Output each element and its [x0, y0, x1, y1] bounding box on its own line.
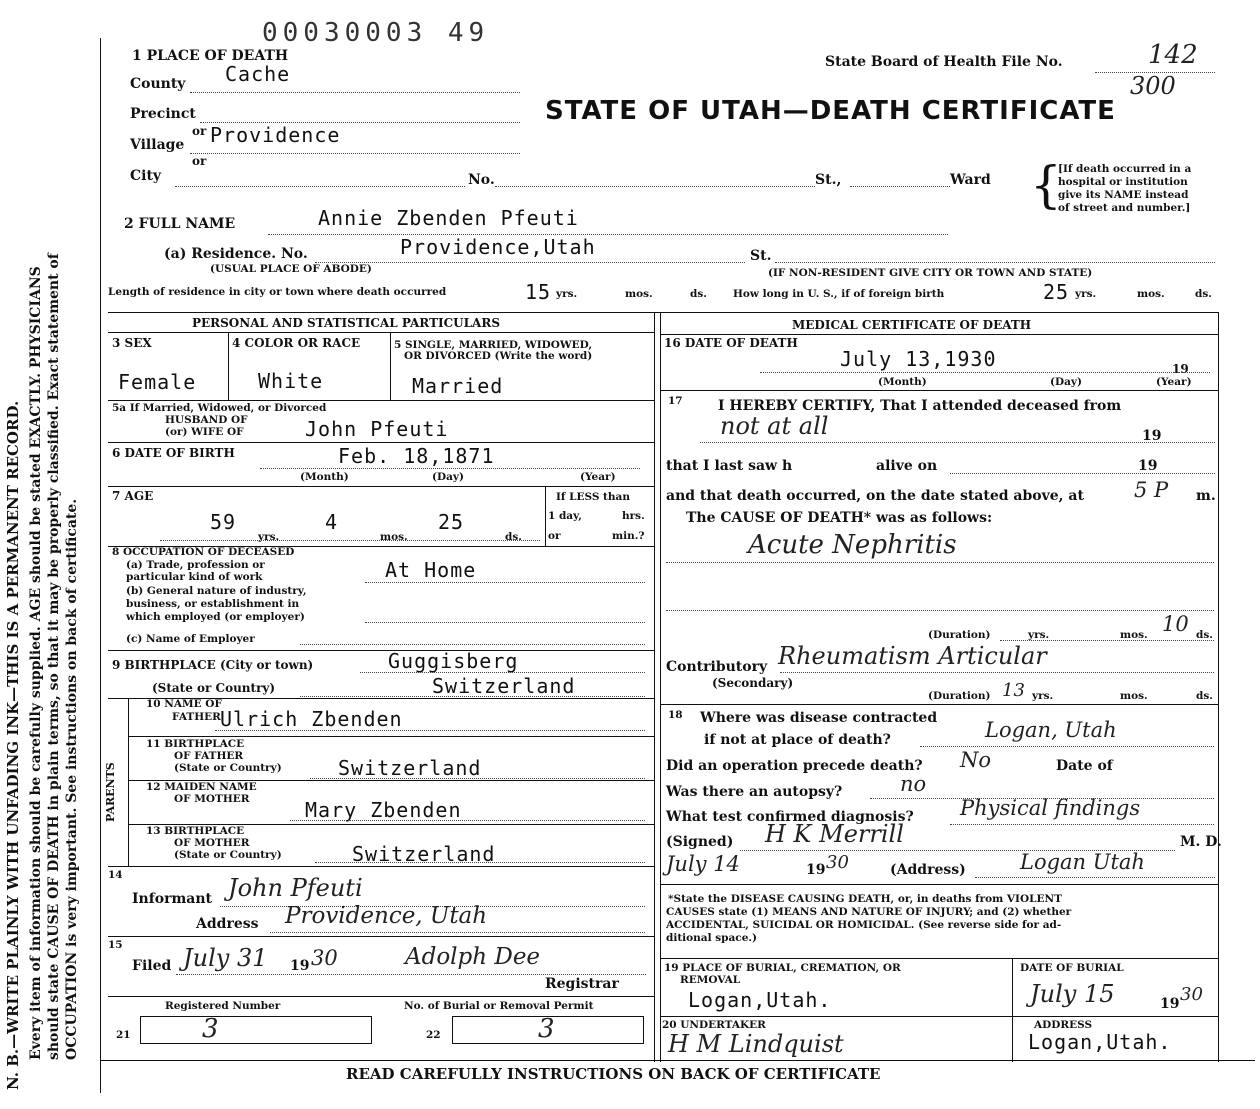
duration-2-label: (Duration) [928, 690, 991, 702]
last-saw-19: 19 [1138, 458, 1158, 474]
undertaker-value: H M Lindquist [668, 1030, 844, 1058]
dod-year-label: (Year) [1156, 376, 1192, 388]
city-label: City [130, 168, 162, 184]
num-22: 22 [426, 1029, 441, 1041]
occupation-value: At Home [385, 558, 477, 582]
permit-label: No. of Burial or Removal Permit [404, 1000, 594, 1012]
min-label: min.? [612, 530, 645, 542]
burial-place-value: Logan,Utah. [688, 988, 832, 1012]
contributory-label: Contributory [666, 659, 768, 675]
hospital-note-3: give its NAME instead [1058, 189, 1189, 201]
marital-label-2: OR DIVORCED (Write the word) [404, 350, 593, 362]
time-m: m. [1196, 488, 1216, 504]
signed-value: H K Merrill [765, 820, 904, 848]
length-yrs: 15 [525, 280, 552, 304]
brace-icon: { [1030, 156, 1062, 214]
note-line-1: *State the DISEASE CAUSING DEATH, or, in deaths from VIOLENT [668, 893, 1062, 905]
mbirth-label-3: (State or Country) [174, 849, 282, 861]
contributory-value: Rheumatism Articular [778, 642, 1047, 670]
abode-note: (USUAL PLACE OF ABODE) [210, 263, 372, 275]
mother-value: Mary Zbenden [305, 798, 462, 822]
state-country-label: (State or Country) [152, 681, 276, 695]
father-value: Ulrich Zbenden [220, 707, 403, 731]
num-15: 15 [108, 939, 123, 951]
certify-text: I HEREBY CERTIFY, That I attended deceased from [718, 398, 1122, 414]
side-note-1: N. B.—WRITE PLAINLY WITH UNFADING INK—THIS IS A PERMANENT RECORD. [4, 400, 22, 1090]
reg-no-label: Registered Number [165, 1000, 281, 1012]
age-label: 7 AGE [112, 489, 154, 503]
filed-label: Filed [132, 958, 172, 974]
cause-label: The CAUSE OF DEATH* was as follows: [686, 510, 993, 526]
fbirth-label-2: OF FATHER [174, 750, 244, 762]
us-label: How long in U. S., if of foreign birth [733, 288, 945, 300]
md-label: M. D. [1180, 834, 1222, 850]
und-address-label: ADDRESS [1034, 1019, 1093, 1031]
note-line-3: ACCIDENTAL, SUICIDAL OR HOMICIDAL. (See reverse side for ad- [666, 919, 1062, 931]
occ-b-2: business, or establishment in [126, 598, 300, 610]
father-label-1: 10 NAME OF [146, 698, 222, 710]
dob-day-label: (Day) [432, 471, 464, 483]
dob-label: 6 DATE OF BIRTH [112, 446, 235, 460]
test-label: What test confirmed diagnosis? [666, 809, 914, 825]
duration-1-yrs: yrs. [1028, 629, 1050, 641]
occ-a-2: particular kind of work [126, 571, 263, 583]
duration-1-mos-value: 10 [1162, 612, 1189, 636]
burial-place-label-2: REMOVAL [680, 974, 741, 986]
sex-label: 3 SEX [112, 336, 152, 350]
undertaker-label: 20 UNDERTAKER [662, 1019, 766, 1031]
burial-19: 19 [1160, 996, 1180, 1012]
table-top [108, 312, 1218, 313]
parents-label: PARENTS [104, 762, 117, 822]
address-value: Providence, Utah [285, 903, 488, 929]
test-value: Physical findings [960, 796, 1141, 820]
registrar-signature: Adolph Dee [405, 944, 541, 970]
dob-value: Feb. 18,1871 [338, 444, 495, 468]
burial-date-label: DATE OF BURIAL [1020, 962, 1124, 974]
med-address-value: Logan Utah [1020, 850, 1145, 874]
filed-value: July 31 [183, 944, 268, 972]
duration-2-yrs: yrs. [1032, 690, 1054, 702]
mbirth-label-2: OF MOTHER [174, 837, 250, 849]
duration-1-label: (Duration) [928, 629, 991, 641]
signed-label: (Signed) [666, 834, 734, 850]
file-no-2: 300 [1130, 72, 1176, 100]
spouse-label-1: 5a If Married, Widowed, or Divorced [112, 402, 327, 414]
occ-label: 8 OCCUPATION OF DECEASED [112, 546, 295, 558]
file-label: State Board of Health File No. [825, 54, 1063, 70]
mbirth-label-1: 13 BIRTHPLACE [146, 825, 245, 837]
county-value: Cache [225, 62, 291, 86]
attended-to-19: 19 [1142, 428, 1162, 444]
one-day-label: 1 day, [548, 510, 582, 522]
nonres-note: (IF NON-RESIDENT GIVE CITY OR TOWN AND STATE) [768, 267, 1093, 279]
burial-date-value: July 15 [1030, 980, 1115, 1008]
spouse-label-2: HUSBAND OF [165, 414, 248, 426]
dod-label: 16 DATE OF DEATH [664, 336, 798, 350]
reg-no-value: 3 [202, 1014, 219, 1044]
note-line-2: CAUSES state (1) MEANS AND NATURE OF INJURY; and (2) whether [666, 906, 1072, 918]
center-divider [654, 312, 655, 1062]
sig-19: 19 [806, 862, 826, 878]
birthplace-country: Switzerland [432, 674, 576, 698]
village-value: Providence [210, 123, 341, 147]
duration-2-ds: ds. [1196, 690, 1213, 702]
death-occurred-label: and that death occurred, on the date stated above, at [666, 488, 1084, 504]
filed-year: 30 [311, 946, 338, 970]
mbirth-value: Switzerland [352, 842, 496, 866]
und-address-value: Logan,Utah. [1028, 1030, 1172, 1054]
footer-instructions: READ CAREFULLY INSTRUCTIONS ON BACK OF CERTIFICATE [346, 1065, 881, 1083]
dod-value: July 13,1930 [840, 347, 997, 371]
duration-1-ds: ds. [1196, 629, 1213, 641]
full-name-value: Annie Zbenden Pfeuti [318, 206, 579, 230]
alive-on-label: alive on [876, 458, 938, 474]
age-ds-unit: ds. [505, 531, 522, 543]
file-no-1: 142 [1148, 40, 1198, 70]
dod-19: 19 [1172, 362, 1189, 376]
hospital-note-2: hospital or institution [1058, 176, 1188, 188]
burial-year: 30 [1180, 984, 1203, 1005]
occ-b-1: (b) General nature of industry, [126, 585, 307, 597]
full-name-label: 2 FULL NAME [124, 216, 236, 232]
residence-st-label: St. [750, 248, 772, 264]
registrar-label: Registrar [545, 976, 619, 992]
duration-2-yrs-value: 13 [1002, 680, 1025, 701]
age-yrs: 59 [210, 510, 237, 534]
st-label: St., [815, 172, 842, 188]
autopsy-label: Was there an autopsy? [666, 784, 843, 800]
side-note-2: Every item of information should be carefully supplied. AGE should be stated EXACTLY. PHYSICIANS [28, 266, 44, 1060]
dod-day-label: (Day) [1050, 376, 1082, 388]
contracted-value: Logan, Utah [985, 718, 1117, 742]
dob-year-label: (Year) [580, 471, 616, 483]
father-label-2: FATHER [172, 711, 221, 723]
color-label: 4 COLOR OR RACE [232, 336, 361, 350]
fbirth-value: Switzerland [338, 756, 482, 780]
permit-value: 3 [538, 1014, 555, 1044]
num-17: 17 [668, 395, 683, 407]
spouse-label-3: (or) WIFE OF [165, 426, 244, 438]
village-label: Village [130, 137, 185, 153]
length-ds-unit: ds. [690, 288, 707, 300]
attended-value: not at all [720, 412, 829, 440]
birthplace-label: 9 BIRTHPLACE (City or town) [112, 658, 314, 672]
medical-section-title: MEDICAL CERTIFICATE OF DEATH [792, 318, 1032, 332]
hospital-note-4: of street and number.] [1058, 202, 1191, 214]
filed-19: 19 [290, 958, 310, 974]
page-title: STATE OF UTAH—DEATH CERTIFICATE [545, 96, 1116, 126]
stamp-number: 00030003 49 [262, 18, 490, 48]
residence-label: (a) Residence. No. [164, 246, 308, 262]
side-note-3: should state CAUSE OF DEATH in plain terms, so that it may be properly classified. Exact statement of [46, 253, 62, 1060]
or-label-2: or [192, 154, 207, 168]
fbirth-label-1: 11 BIRTHPLACE [146, 738, 245, 750]
us-ds-unit: ds. [1195, 288, 1212, 300]
dod-month-label: (Month) [878, 376, 927, 388]
operation-date-label: Date of [1056, 758, 1113, 774]
frame-right [1218, 312, 1219, 1062]
length-mos-unit: mos. [625, 288, 653, 300]
place-of-death-label: 1 PLACE OF DEATH [132, 48, 289, 64]
county-label: County [130, 76, 186, 92]
age-yrs-unit: yrs. [258, 531, 280, 543]
mother-label-2: OF MOTHER [174, 793, 250, 805]
frame-bottom [100, 1060, 1255, 1061]
mother-label-1: 12 MAIDEN NAME [146, 781, 257, 793]
address-label: Address [196, 916, 259, 932]
age-mos-unit: mos. [380, 531, 408, 543]
informant-value: John Pfeuti [228, 874, 363, 902]
less-than-label: If LESS than [556, 491, 630, 503]
age-ds: 25 [438, 510, 465, 534]
operation-value: No [960, 748, 992, 772]
reg-no-box [140, 1016, 372, 1044]
burial-place-label-1: 19 PLACE OF BURIAL, CREMATION, OR [664, 962, 901, 974]
residence-value: Providence,Utah [400, 235, 596, 259]
duration-1-mos: mos. [1120, 629, 1148, 641]
no-label: No. [468, 172, 495, 188]
last-saw-label: that I last saw h [666, 458, 793, 474]
or-min-label: or [548, 530, 561, 542]
contracted-label-2: if not at place of death? [704, 732, 891, 748]
contracted-label-1: Where was disease contracted [700, 710, 938, 726]
personal-section-title: PERSONAL AND STATISTICAL PARTICULARS [192, 316, 501, 330]
us-yrs-unit: yrs. [1075, 288, 1097, 300]
or-label-1: or [192, 124, 207, 138]
precinct-label: Precinct [130, 106, 196, 122]
spouse-value: John Pfeuti [305, 417, 449, 441]
sex-value: Female [118, 370, 197, 394]
time-value: 5 P [1134, 478, 1169, 502]
occ-b-3: which employed (or employer) [126, 611, 305, 623]
med-address-label: (Address) [890, 862, 966, 878]
ward-label: Ward [950, 172, 991, 188]
marital-label-1: 5 SINGLE, MARRIED, WIDOWED, [394, 339, 593, 351]
note-line-4: ditional space.) [666, 932, 758, 944]
frame-left [100, 38, 101, 1093]
num-14: 14 [108, 869, 123, 881]
color-value: White [258, 369, 324, 393]
secondary-label: (Secondary) [712, 676, 794, 690]
occ-a-1: (a) Trade, profession or [126, 559, 265, 571]
hrs-label: hrs. [622, 510, 645, 522]
age-mos: 4 [325, 510, 339, 534]
us-mos-unit: mos. [1137, 288, 1165, 300]
hospital-note-1: [If death occurred in a [1058, 163, 1192, 175]
marital-value: Married [412, 374, 504, 398]
center-divider-2 [660, 312, 661, 1062]
sig-year: 30 [826, 852, 849, 873]
informant-label: Informant [132, 891, 212, 907]
num-18: 18 [668, 709, 683, 721]
fbirth-label-3: (State or Country) [174, 762, 282, 774]
us-yrs: 25 [1043, 280, 1070, 304]
length-yrs-unit: yrs. [556, 288, 578, 300]
duration-2-mos: mos. [1120, 690, 1148, 702]
side-note-4: OCCUPATION is very important. See instructions on back of certificate. [64, 498, 80, 1060]
occ-c: (c) Name of Employer [126, 633, 255, 645]
autopsy-value: no [900, 772, 927, 796]
operation-label: Did an operation precede death? [666, 758, 923, 774]
dob-month-label: (Month) [300, 471, 349, 483]
num-21: 21 [116, 1029, 131, 1041]
sig-date-value: July 14 [666, 852, 740, 876]
cause-value: Acute Nephritis [748, 530, 957, 560]
birthplace-city: Guggisberg [388, 649, 519, 673]
length-label: Length of residence in city or town where death occurred [108, 286, 447, 298]
